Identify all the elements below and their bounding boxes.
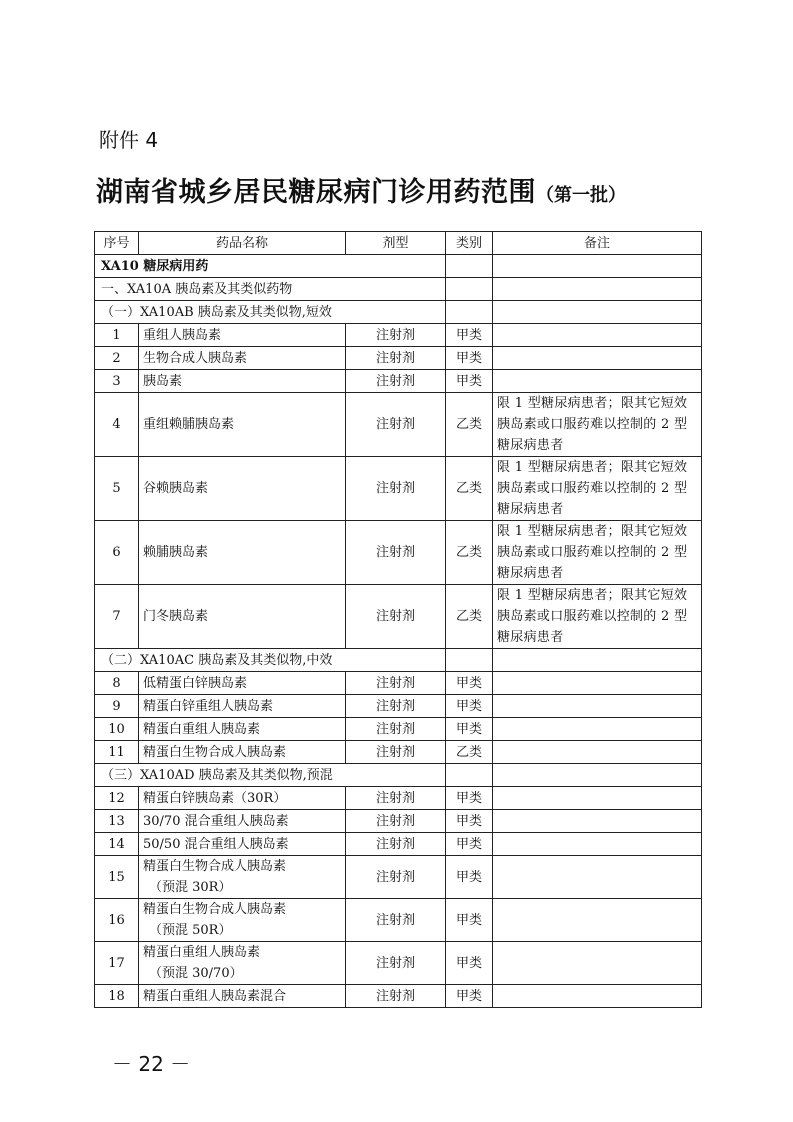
document-title	[96, 170, 626, 209]
table-row	[95, 899, 702, 942]
table-row	[95, 810, 702, 833]
drug-name: 胰岛素	[143, 373, 183, 389]
drug-name-detail: （预混 30R）	[149, 880, 232, 895]
drug-class: 甲类	[446, 833, 493, 856]
class-cell	[446, 764, 493, 787]
drug-class: 甲类	[446, 810, 493, 833]
page-number: － 22 －	[112, 1052, 191, 1076]
drug-name: 低精蛋白锌胰岛素	[143, 675, 248, 691]
note-cell	[493, 301, 702, 324]
remark	[493, 741, 702, 764]
drug-class: 甲类	[446, 787, 493, 810]
drug-name-cell	[139, 521, 346, 585]
drug-name-cell	[139, 457, 346, 521]
drug-name: 精蛋白生物合成人胰岛素	[143, 744, 287, 760]
dosage-form: 注射剂	[346, 787, 446, 810]
drug-class: 甲类	[446, 347, 493, 370]
row-number: 6	[95, 521, 139, 585]
table-row	[95, 695, 702, 718]
title-suffix: （第一批）	[536, 185, 626, 206]
drug-class: 甲类	[446, 942, 493, 985]
group-heading: （三）XA10AD 胰岛素及其类似物,预混	[95, 764, 446, 787]
remark	[493, 718, 702, 741]
remark	[493, 899, 702, 942]
drug-name-cell	[139, 718, 346, 741]
dosage-form: 注射剂	[346, 942, 446, 985]
row-number: 11	[95, 741, 139, 764]
table-row	[95, 942, 702, 985]
table-row	[95, 393, 702, 457]
note-cell	[493, 649, 702, 672]
header-name: 药品名称	[139, 232, 346, 255]
section-row	[95, 301, 702, 324]
group-heading: （一）XA10AB 胰岛素及其类似物,短效	[95, 301, 446, 324]
header-note: 备注	[493, 232, 702, 255]
drug-name-cell	[139, 810, 346, 833]
row-number: 14	[95, 833, 139, 856]
remark	[493, 856, 702, 899]
table-row	[95, 585, 702, 649]
drug-class: 甲类	[446, 718, 493, 741]
drug-class: 甲类	[446, 695, 493, 718]
drug-class: 乙类	[446, 741, 493, 764]
note-cell	[493, 764, 702, 787]
drug-name-detail: （预混 50R）	[149, 923, 232, 938]
table-body	[95, 255, 702, 1008]
remark	[493, 695, 702, 718]
drug-class: 乙类	[446, 457, 493, 521]
table-row	[95, 718, 702, 741]
drug-class: 甲类	[446, 370, 493, 393]
row-number: 17	[95, 942, 139, 985]
dosage-form: 注射剂	[346, 324, 446, 347]
table-header-row	[95, 232, 702, 255]
drug-name: 30/70 混合重组人胰岛素	[143, 813, 289, 829]
drug-class: 甲类	[446, 324, 493, 347]
drug-class: 甲类	[446, 856, 493, 899]
section-row	[95, 278, 702, 301]
table-row	[95, 985, 702, 1008]
drug-name-cell	[139, 585, 346, 649]
remark: 限 1 型糖尿病患者；限其它短效胰岛素或口服药难以控制的 2 型糖尿病患者	[493, 585, 702, 649]
drug-class: 甲类	[446, 899, 493, 942]
drug-name: 生物合成人胰岛素	[143, 350, 248, 366]
note-cell	[493, 255, 702, 278]
drug-name: 重组赖脯胰岛素	[143, 417, 235, 432]
drug-name: 精蛋白生物合成人胰岛素	[143, 859, 287, 874]
row-number: 15	[95, 856, 139, 899]
drug-name: 赖脯胰岛素	[143, 545, 209, 560]
row-number: 8	[95, 672, 139, 695]
table-row	[95, 370, 702, 393]
dosage-form: 注射剂	[346, 856, 446, 899]
header-form: 剂型	[346, 232, 446, 255]
drug-name: 精蛋白重组人胰岛素	[143, 945, 261, 960]
remark: 限 1 型糖尿病患者；限其它短效胰岛素或口服药难以控制的 2 型糖尿病患者	[493, 393, 702, 457]
row-number: 3	[95, 370, 139, 393]
remark	[493, 942, 702, 985]
dosage-form: 注射剂	[346, 672, 446, 695]
category-heading: XA10 糖尿病用药	[95, 255, 446, 278]
table-row	[95, 672, 702, 695]
table-row	[95, 347, 702, 370]
class-cell	[446, 649, 493, 672]
table-row	[95, 787, 702, 810]
table-row	[95, 856, 702, 899]
dosage-form: 注射剂	[346, 347, 446, 370]
remark	[493, 833, 702, 856]
row-number: 2	[95, 347, 139, 370]
drug-name: 精蛋白生物合成人胰岛素	[143, 902, 287, 917]
row-number: 7	[95, 585, 139, 649]
drug-name-cell	[139, 324, 346, 347]
drug-class: 乙类	[446, 521, 493, 585]
drug-name: 谷赖胰岛素	[143, 481, 209, 496]
dosage-form: 注射剂	[346, 695, 446, 718]
dosage-form: 注射剂	[346, 370, 446, 393]
class-cell	[446, 255, 493, 278]
row-number: 18	[95, 985, 139, 1008]
drug-name: 50/50 混合重组人胰岛素	[143, 836, 289, 852]
drug-name-cell	[139, 942, 346, 985]
drug-name-cell	[139, 787, 346, 810]
drug-name: 门冬胰岛素	[143, 609, 209, 624]
header-no: 序号	[95, 232, 139, 255]
row-number: 13	[95, 810, 139, 833]
dosage-form: 注射剂	[346, 899, 446, 942]
dosage-form: 注射剂	[346, 741, 446, 764]
drug-name: 重组人胰岛素	[143, 327, 222, 343]
drug-name-cell	[139, 741, 346, 764]
table-row	[95, 457, 702, 521]
remark	[493, 672, 702, 695]
group-heading: （二）XA10AC 胰岛素及其类似物,中效	[95, 649, 446, 672]
section-row	[95, 649, 702, 672]
table-row	[95, 833, 702, 856]
drug-name-cell	[139, 856, 346, 899]
remark	[493, 810, 702, 833]
table-row	[95, 324, 702, 347]
header-class: 类别	[446, 232, 493, 255]
drug-name: 精蛋白重组人胰岛素	[143, 721, 261, 737]
drug-name: 精蛋白重组人胰岛素混合	[143, 988, 287, 1004]
drug-name-cell	[139, 899, 346, 942]
dosage-form: 注射剂	[346, 585, 446, 649]
row-number: 9	[95, 695, 139, 718]
drug-class: 乙类	[446, 393, 493, 457]
drug-class: 乙类	[446, 585, 493, 649]
section-row	[95, 764, 702, 787]
row-number: 12	[95, 787, 139, 810]
drug-name-cell	[139, 370, 346, 393]
drug-name: 精蛋白锌胰岛素（30R）	[143, 790, 287, 806]
dosage-form: 注射剂	[346, 393, 446, 457]
dosage-form: 注射剂	[346, 521, 446, 585]
remark	[493, 370, 702, 393]
dosage-form: 注射剂	[346, 810, 446, 833]
section-row	[95, 255, 702, 278]
table-row	[95, 741, 702, 764]
remark	[493, 347, 702, 370]
drug-name-detail: （预混 30/70）	[149, 966, 243, 981]
remark: 限 1 型糖尿病患者；限其它短效胰岛素或口服药难以控制的 2 型糖尿病患者	[493, 457, 702, 521]
drug-name-cell	[139, 985, 346, 1008]
row-number: 4	[95, 393, 139, 457]
drug-name-cell	[139, 347, 346, 370]
drug-name-cell	[139, 393, 346, 457]
dosage-form: 注射剂	[346, 718, 446, 741]
remark: 限 1 型糖尿病患者；限其它短效胰岛素或口服药难以控制的 2 型糖尿病患者	[493, 521, 702, 585]
drug-name-cell	[139, 833, 346, 856]
dosage-form: 注射剂	[346, 457, 446, 521]
row-number: 16	[95, 899, 139, 942]
row-number: 5	[95, 457, 139, 521]
row-number: 1	[95, 324, 139, 347]
dosage-form: 注射剂	[346, 985, 446, 1008]
drug-name-cell	[139, 672, 346, 695]
remark	[493, 787, 702, 810]
class-cell	[446, 278, 493, 301]
row-number: 10	[95, 718, 139, 741]
dosage-form: 注射剂	[346, 833, 446, 856]
subcategory-heading: 一、XA10A 胰岛素及其类似药物	[95, 278, 446, 301]
remark	[493, 985, 702, 1008]
table-row	[95, 521, 702, 585]
drug-class: 甲类	[446, 985, 493, 1008]
drug-name-cell	[139, 695, 346, 718]
drug-class: 甲类	[446, 672, 493, 695]
remark	[493, 324, 702, 347]
note-cell	[493, 278, 702, 301]
drug-table	[94, 231, 702, 1008]
title-main: 湖南省城乡居民糖尿病门诊用药范围	[96, 177, 536, 208]
attachment-label: 附件 4	[99, 128, 159, 152]
drug-name: 精蛋白锌重组人胰岛素	[143, 698, 274, 714]
class-cell	[446, 301, 493, 324]
